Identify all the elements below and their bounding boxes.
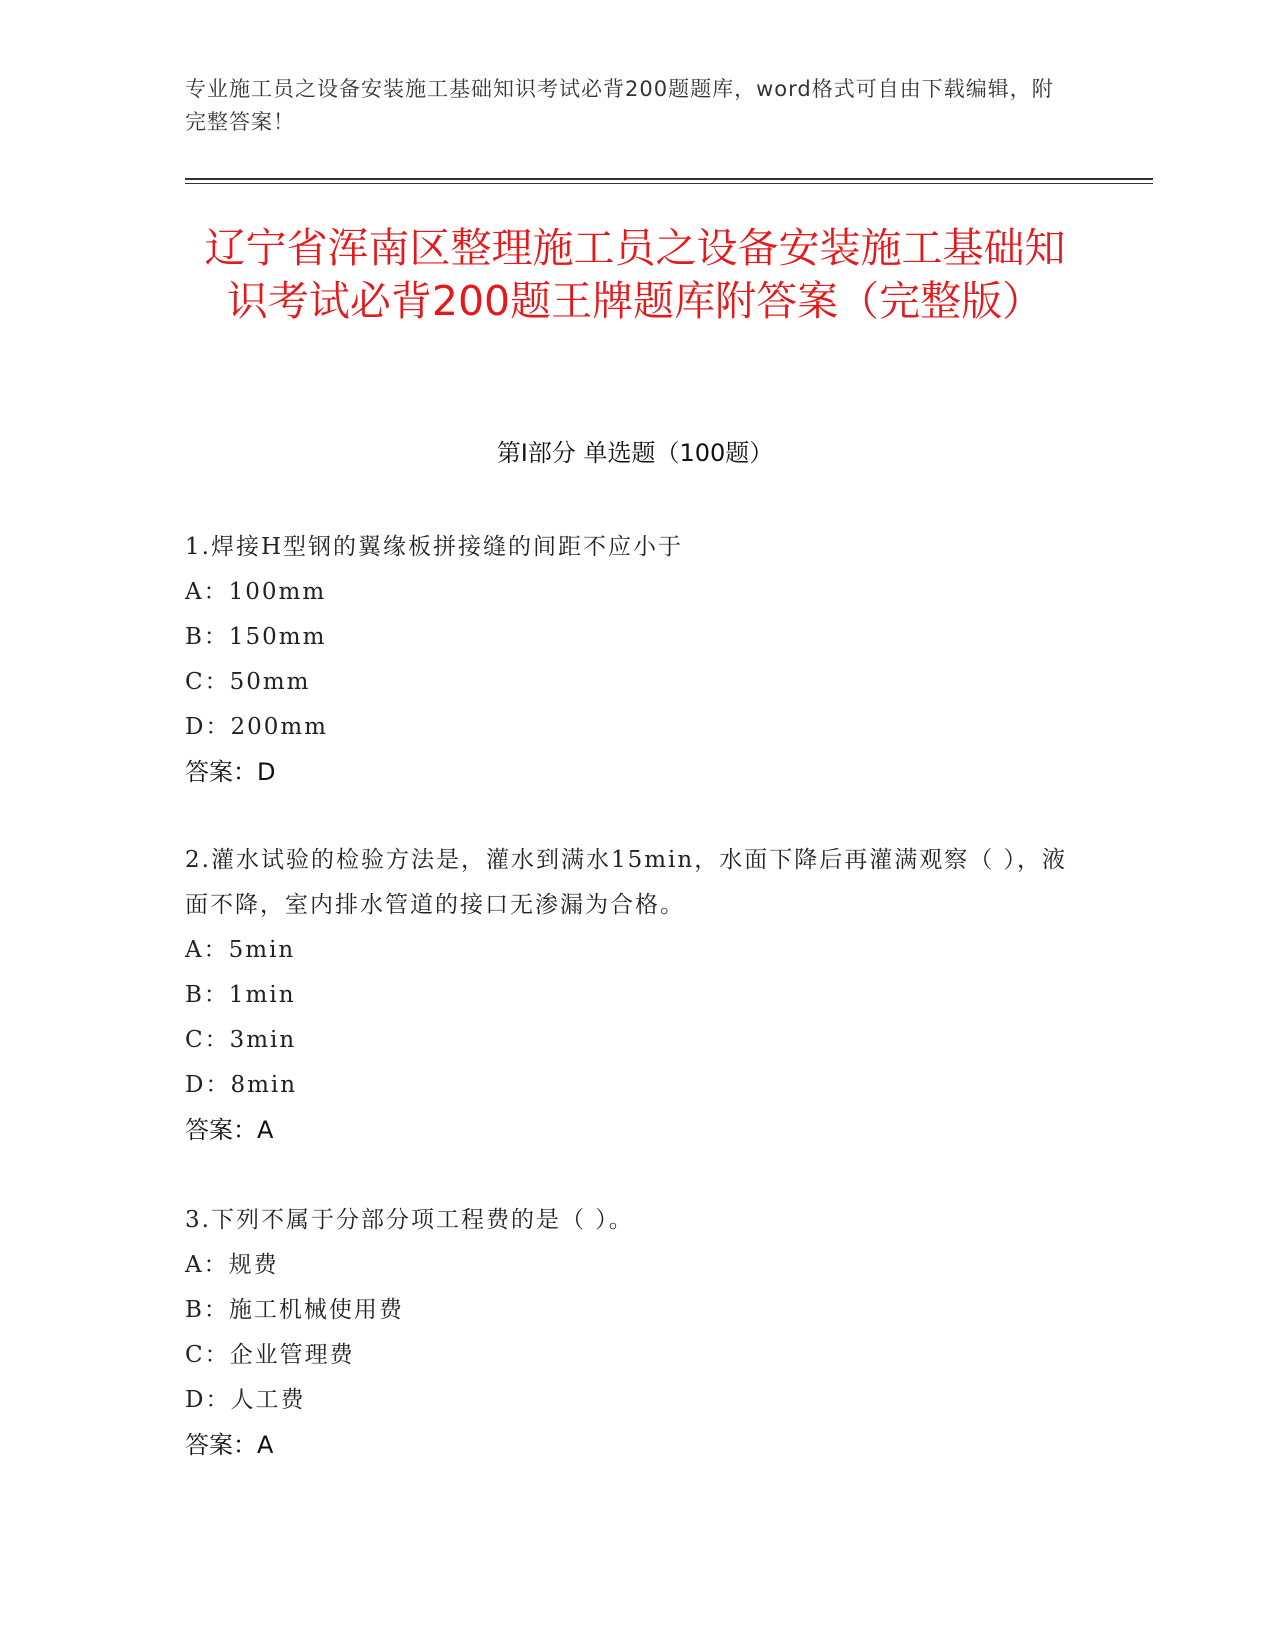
- option-text: 8min: [230, 1072, 298, 1098]
- section-heading: 第Ⅰ部分 单选题（100题）: [496, 439, 774, 467]
- option-text: 200mm: [230, 714, 328, 740]
- option-d: [185, 1063, 1085, 1108]
- option-key: A：: [185, 579, 229, 605]
- option-text: 150mm: [228, 624, 327, 650]
- option-text: 5min: [228, 937, 296, 963]
- option-c: [185, 660, 1085, 705]
- option-key: C：: [185, 1342, 230, 1368]
- option-key: D：: [185, 1387, 231, 1413]
- option-text: 50mm: [229, 669, 311, 695]
- option-key: A：: [185, 1252, 229, 1278]
- option-text: 100mm: [228, 579, 327, 605]
- option-text: 人工费: [230, 1387, 306, 1413]
- question-stem: 1.焊接H型钢的翼缘板拼接缝的间距不应小于: [185, 534, 684, 560]
- option-text: 1min: [228, 982, 296, 1008]
- answer-line: 答案：A: [185, 1431, 274, 1459]
- option-b: [185, 1288, 1085, 1333]
- option-key: D：: [185, 714, 231, 740]
- question-stem: 3.下列不属于分部分项工程费的是（ ）。: [185, 1207, 634, 1233]
- question-3: [185, 1198, 1085, 1468]
- header-divider-thin: [185, 183, 1153, 184]
- option-a: [185, 928, 1085, 973]
- option-c: [185, 1333, 1085, 1378]
- option-b: [185, 615, 1085, 660]
- option-d: [185, 705, 1085, 750]
- option-b: [185, 973, 1085, 1018]
- option-d: [185, 1378, 1085, 1423]
- header-divider-thick: [185, 178, 1153, 180]
- question-1: [185, 525, 1085, 795]
- option-text: 规费: [228, 1252, 279, 1278]
- option-key: B：: [185, 982, 229, 1008]
- option-text: 施工机械使用费: [228, 1297, 404, 1323]
- option-key: B：: [185, 624, 229, 650]
- header-note: 专业施工员之设备安装施工基础知识考试必背200题题库，word格式可自由下载编辑，附完整答案！: [185, 77, 1054, 134]
- option-c: [185, 1018, 1085, 1063]
- option-key: D：: [185, 1072, 231, 1098]
- document-title: 辽宁省浑南区整理施工员之设备安装施工基础知识考试必背200题王牌题库附答案（完整版）: [204, 224, 1066, 325]
- question-2: [185, 838, 1085, 1153]
- option-a: [185, 570, 1085, 615]
- option-key: B：: [185, 1297, 229, 1323]
- option-key: A：: [185, 937, 229, 963]
- option-text: 企业管理费: [229, 1342, 355, 1368]
- option-a: [185, 1243, 1085, 1288]
- answer-line: 答案：A: [185, 1116, 274, 1144]
- question-stem: 2.灌水试验的检验方法是，灌水到满水15min，水面下降后再灌满观察（ ），液面不降，室内排水管道的接口无渗漏为合格。: [185, 847, 1068, 918]
- answer-line: 答案：D: [185, 758, 276, 786]
- option-key: C：: [185, 1027, 230, 1053]
- option-key: C：: [185, 669, 230, 695]
- option-text: 3min: [229, 1027, 297, 1053]
